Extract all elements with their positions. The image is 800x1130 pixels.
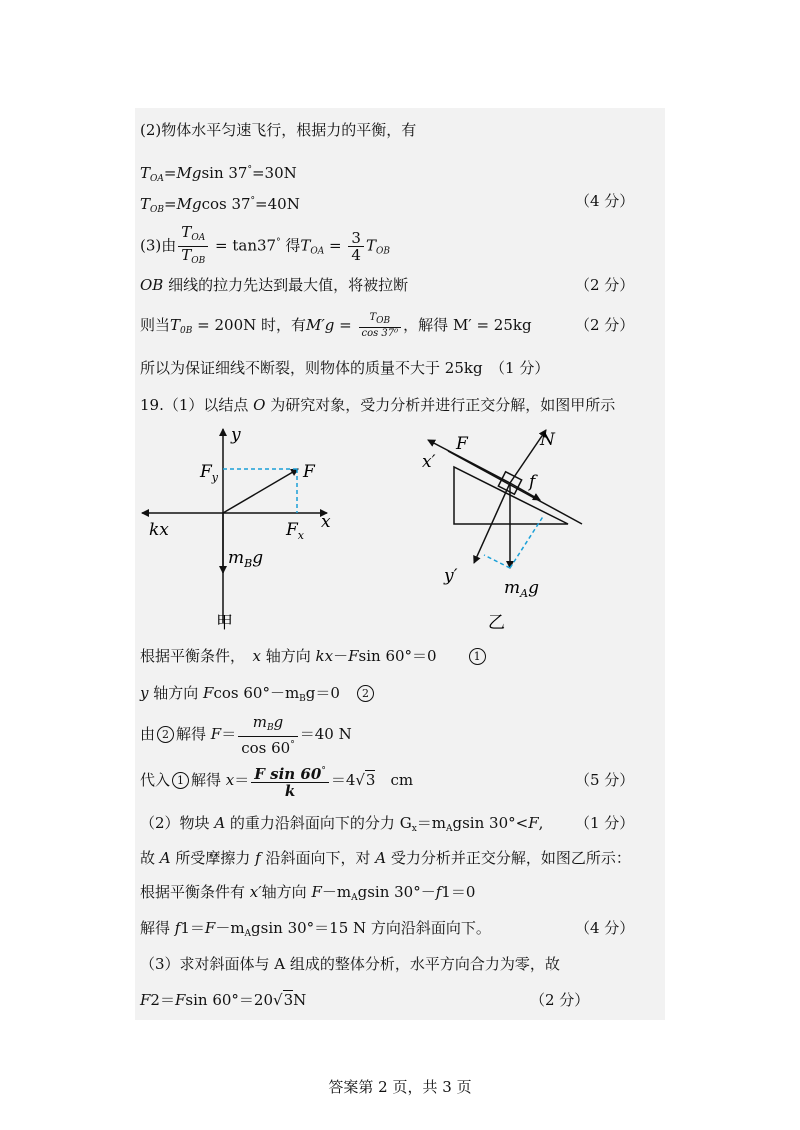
t: 解得 <box>176 725 211 743</box>
circled-number: 2 <box>157 726 174 743</box>
t: =30N <box>251 164 297 182</box>
t: F <box>311 883 322 901</box>
t: ＝4 <box>330 771 356 789</box>
line-4 <box>140 224 390 270</box>
score-4: （5 分） <box>575 771 635 789</box>
sub: OB <box>376 316 391 326</box>
label-F: F <box>456 434 468 454</box>
t: 解得 <box>140 919 175 937</box>
fraction <box>251 763 329 799</box>
line-9 <box>140 646 488 666</box>
line-17 <box>140 954 560 974</box>
t: 沿斜面向下，对 <box>260 849 376 867</box>
t: Mg <box>176 164 202 182</box>
t: (3)由 <box>140 236 177 255</box>
t: 轴方向 <box>261 883 312 901</box>
t: 轴方向 <box>148 684 204 702</box>
t: g <box>273 713 284 731</box>
t: 3 <box>348 230 364 247</box>
t: f <box>174 919 181 937</box>
label-x: x <box>321 512 331 532</box>
t: g＝0 <box>305 684 340 702</box>
sub: OA <box>150 174 164 184</box>
t: x <box>225 771 235 789</box>
label-Fy: $F_y$ <box>200 462 219 484</box>
t: N <box>293 991 307 1009</box>
score-6: （4 分） <box>575 919 635 937</box>
t: kx <box>315 647 334 665</box>
label-N: N <box>540 430 555 450</box>
t: T <box>300 236 311 255</box>
figure-jia <box>140 423 335 635</box>
sqrt-radicand: 3 <box>283 991 294 1009</box>
sup: ° <box>247 165 252 175</box>
line-16 <box>140 918 491 944</box>
label-kx: kx <box>149 520 169 540</box>
t: f <box>255 849 261 867</box>
line-7 <box>140 358 549 378</box>
line-6 <box>140 310 532 346</box>
sup: ° <box>250 196 256 206</box>
t: 故 <box>140 849 160 867</box>
circled-number: 2 <box>357 685 374 702</box>
sub: A <box>244 929 252 939</box>
sup: ° <box>290 740 295 750</box>
sub: x <box>411 824 417 834</box>
sub: OA <box>191 233 206 243</box>
t: F <box>140 991 151 1009</box>
t: 受力分析并正交分解，如图乙所示： <box>386 849 631 867</box>
t: , <box>538 814 544 832</box>
t: 解得 <box>191 771 226 789</box>
t: gsin 30°＝15 N 方向沿斜面向下。 <box>251 919 491 937</box>
t: ＝40 N <box>299 725 352 743</box>
line-1 <box>140 120 416 140</box>
t: 1＝0 <box>441 883 476 901</box>
caption-jia: 甲 <box>216 613 233 633</box>
t: 4 <box>351 246 361 264</box>
t: Mg <box>176 195 202 213</box>
t: F <box>204 919 216 937</box>
sub: A <box>351 893 358 903</box>
t: T <box>181 246 192 264</box>
line-11 <box>140 714 352 756</box>
t: 所以为保证细线不断裂，则物体的质量不大于 25kg （1 分） <box>140 359 550 377</box>
t: 为研究对象，受力分析并进行正交分解，如图甲所示 <box>265 396 616 414</box>
t: F <box>210 725 222 743</box>
sup: ° <box>276 237 281 248</box>
t: sin 37 <box>201 164 248 182</box>
sub: OA <box>310 246 325 257</box>
fraction <box>178 224 208 269</box>
t: M′g <box>306 316 335 334</box>
label-mAg: $m_Ag$ <box>504 578 539 600</box>
sub: 0B <box>180 326 193 336</box>
sub: OB <box>150 205 165 215</box>
label-mBg: $m_Bg$ <box>228 548 264 570</box>
line-8 <box>140 395 615 415</box>
sub: A <box>446 824 453 834</box>
line-3 <box>140 191 300 220</box>
t: －m <box>215 919 245 937</box>
score-3: （2 分） <box>575 316 635 334</box>
t: 轴方向 <box>260 647 316 665</box>
t: = tan37 <box>210 236 277 255</box>
sub: OB <box>191 256 206 266</box>
t: － <box>333 647 349 665</box>
t: =40N <box>255 195 300 213</box>
t: x′ <box>249 883 262 901</box>
t: A <box>214 814 226 832</box>
label-x-prime: x′ <box>422 452 436 472</box>
t: k <box>284 782 296 800</box>
sub: B <box>266 723 274 733</box>
t: ＝ <box>234 771 250 789</box>
t: T <box>140 195 151 213</box>
t: A <box>375 849 387 867</box>
t: F <box>203 684 214 702</box>
line-18: F2＝Fsin 60°＝20√3N <box>140 991 307 1009</box>
line-14 <box>140 848 631 868</box>
label-f: f <box>529 472 536 492</box>
t: = <box>324 236 347 255</box>
t: （2）物块 <box>140 814 215 832</box>
sup: ° <box>321 766 326 776</box>
t: = <box>164 195 177 213</box>
t: cos 37 <box>201 195 251 213</box>
t: A <box>159 849 171 867</box>
text: (2)物体水平匀速飞行，根据力的平衡，有 <box>140 121 417 139</box>
t: ＝m <box>416 814 446 832</box>
t: = <box>163 164 177 182</box>
t: 得 <box>280 236 301 255</box>
t: 由 <box>140 725 156 743</box>
score-1: （4 分） <box>575 192 635 210</box>
line-13 <box>140 813 543 839</box>
label-F: F <box>303 462 315 482</box>
t: cos 37⁰ <box>361 328 399 339</box>
t: 根据平衡条件有 <box>140 883 250 901</box>
t: x <box>252 647 261 665</box>
t: F sin 60 <box>254 765 322 783</box>
t: 2＝ <box>150 991 175 1009</box>
t: 19.（1）以结点 <box>140 396 254 414</box>
score-2: （2 分） <box>575 276 635 294</box>
t: F <box>528 814 539 832</box>
t: （3）求对斜面体与 A 组成的整体分析，水平方向合力为零，故 <box>140 955 560 973</box>
t: 的重力沿斜面向下的分力 G <box>225 814 412 832</box>
circled-number: 1 <box>469 648 486 665</box>
t: gsin 30°< <box>452 814 529 832</box>
t: sin 60°＝0 <box>358 647 437 665</box>
t: = <box>334 316 357 334</box>
fraction <box>238 714 297 756</box>
t: m <box>252 713 267 731</box>
label-y: y <box>231 425 241 445</box>
fraction <box>348 230 364 263</box>
line-10 <box>140 683 376 709</box>
t: T <box>181 223 192 241</box>
t: T <box>369 312 377 323</box>
caption-yi: 乙 <box>488 613 505 633</box>
t: ，解得 M′ = 25kg <box>403 316 532 334</box>
t: cm <box>375 771 414 789</box>
t: cos 60 <box>241 739 291 757</box>
circled-number: 1 <box>172 772 189 789</box>
line-12: 代入 1 解得 x＝ $\frac{F \sin 60^\circ}{k}$ ＝4√3 cm <box>140 765 414 800</box>
t: T <box>170 316 181 334</box>
t: ＝ <box>221 725 237 743</box>
t: y <box>140 684 149 702</box>
t: T <box>140 164 151 182</box>
sub: B <box>299 694 306 704</box>
t: O <box>253 396 266 414</box>
sub: OB <box>375 246 390 257</box>
t: T <box>365 236 376 255</box>
figure-yi <box>406 423 665 635</box>
t: = 200N 时，有 <box>192 316 307 334</box>
line-15 <box>140 882 475 908</box>
t: f <box>435 883 442 901</box>
score-7: （2 分） <box>530 991 590 1009</box>
t: 根据平衡条件， <box>140 647 253 665</box>
label-Fx: $F_x$ <box>286 520 305 542</box>
t: 所受摩擦力 <box>170 849 256 867</box>
t: sin 60°＝20 <box>185 991 273 1009</box>
t: F <box>348 647 359 665</box>
fraction <box>359 312 402 340</box>
t: cos 60°－m <box>213 684 300 702</box>
t: 细线的拉力先达到最大值，将被拉断 <box>163 276 409 294</box>
t: 1＝ <box>180 919 205 937</box>
t: 则当 <box>140 316 171 334</box>
t: OB <box>140 276 164 294</box>
t: －m <box>321 883 352 901</box>
line-5 <box>140 275 408 295</box>
t: 代入 <box>140 771 171 789</box>
page-footer: 答案第 2 页，共 3 页 <box>328 1078 472 1096</box>
score-5: （1 分） <box>575 814 635 832</box>
t: gsin 30°－ <box>357 883 436 901</box>
line-2 <box>140 160 297 189</box>
label-y-prime: y′ <box>444 566 458 586</box>
t: F <box>174 991 186 1009</box>
sqrt-radicand: 3 <box>365 771 376 789</box>
